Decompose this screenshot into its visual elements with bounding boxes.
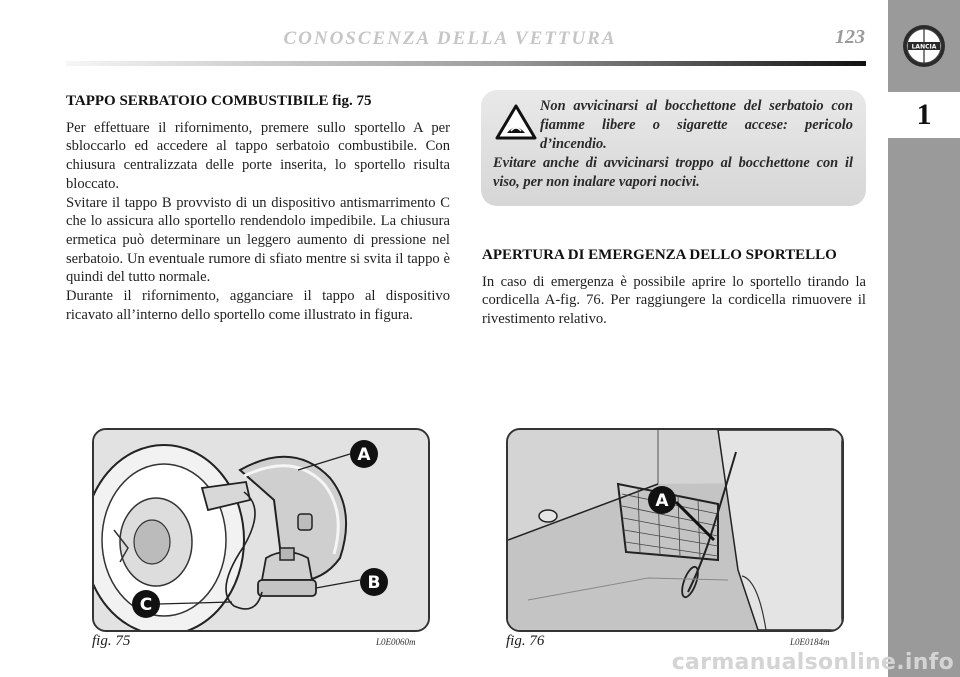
emergency-opening-paragraph: In caso di emergenza è possibile aprire lo sportello tirando la cordicella A-fig. 76. Per raggiungere la cordicella rimuovere il rivestimento relativo. (482, 273, 866, 328)
figure-75-fuel-cap (92, 428, 430, 632)
watermark[interactable]: carmanualsonline.info (671, 650, 954, 675)
fire-warning-box (481, 90, 866, 206)
emergency-opening-section (482, 246, 866, 329)
warning-rest-text: Evitare anche di avvicinarsi troppo al bocchettone con il viso, per non inalare vapori nocivi. (493, 155, 853, 190)
warning-text (493, 97, 853, 192)
svg-text:A: A (655, 491, 669, 511)
warning-lead-text: Non avvicinarsi al bocchettone del serbatoio con fiamme libere o sigarette accese: pericolo d’incendio. (540, 98, 853, 152)
figure-76-code: L0E0184m (790, 637, 830, 647)
chapter-number-tab: 1 (888, 92, 960, 138)
callout-c-icon (132, 590, 160, 618)
fuel-cap-paragraph: Per effettuare il rifornimento, premere sullo sportello A per sbloccarlo ed accedere al tappo serbatoio combustibile. Con chiusura centralizzata delle porte inserita, lo sportello risulta bloccato. (66, 119, 450, 192)
figure-75-caption: fig. 75 (92, 633, 131, 649)
fuel-cap-section (66, 92, 450, 324)
page-number: 123 (835, 26, 865, 48)
callout-a-icon (648, 486, 676, 514)
figure-76-emergency-cord (506, 428, 844, 632)
figure-75-code: L0E0060m (376, 637, 416, 647)
svg-text:C: C (139, 595, 153, 615)
fuel-cap-illustration (94, 430, 428, 630)
svg-text:B: B (367, 573, 381, 593)
callout-b-icon (360, 568, 388, 596)
running-header: CONOSCENZA DELLA VETTURA (283, 28, 617, 49)
fuel-cap-paragraph: Svitare il tappo B provvisto di un dispositivo antismarrimento C che lo assicura allo sportello rendendolo impedibile. La chiusura ermetica può determinare un leggero aumento di pressione nel serbatoio. Un eventuale rumore di sfiato mentre si svita il tappo è quindi del tutto normale. (66, 194, 450, 286)
emergency-cord-illustration (508, 430, 842, 630)
svg-text:A: A (357, 445, 371, 465)
figure-76-caption: fig. 76 (506, 633, 545, 649)
chapter-side-strip (888, 0, 960, 677)
lancia-logo-icon (902, 24, 946, 68)
fuel-cap-paragraph: Durante il rifornimento, agganciare il tappo al dispositivo ricavato all’interno dello sportello come illustrato in figura. (66, 288, 450, 323)
emergency-opening-heading: APERTURA DI EMERGENZA DELLO SPORTELLO (482, 247, 837, 263)
callout-a-icon (350, 440, 378, 468)
fuel-cap-heading: TAPPO SERBATOIO COMBUSTIBILE fig. 75 (66, 93, 372, 109)
svg-text:LANCIA: LANCIA (911, 43, 937, 51)
header-rule (66, 61, 866, 66)
